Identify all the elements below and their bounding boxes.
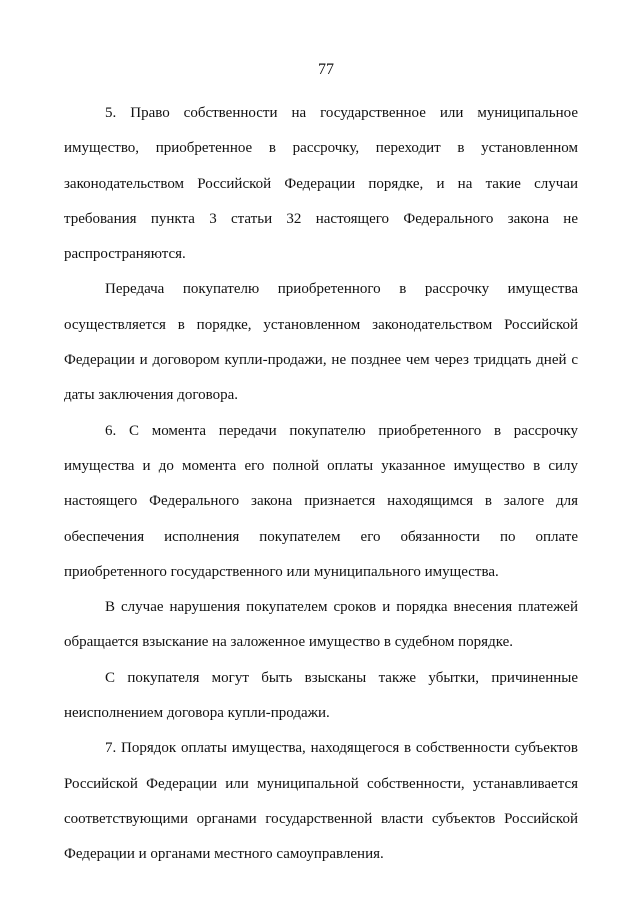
- paragraph-property-handover: Передача покупателю приобретенного в рассрочку имущества осуществляется в порядке, установленном законодательством Российской Федерации и договором купли-продажи, не позднее чем через тридцать дней с даты заключения договора.: [64, 281, 578, 404]
- paragraph-damages: С покупателя могут быть взысканы также убытки, причиненные неисполнением договора купли-продажи.: [64, 669, 578, 722]
- paragraph-5-ownership-transfer: 5. Право собственности на государственное или муниципальное имущество, приобретенное в рассрочку, переходит в установленном законодательством Российской Федерации порядке, и на такие случаи требования пункта 3 статьи 32 настоящего Федерального закона не распространяются.: [64, 105, 578, 263]
- document-body: [64, 96, 578, 873]
- paragraph-7-payment-procedure: 7. Порядок оплаты имущества, находящегося в собственности субъектов Российской Федерации или муниципальной собственности, устанавливается соответствующими органами государственной власти субъектов Российской Федерации и органами местного самоуправления.: [64, 740, 578, 863]
- paragraph-payment-violation: В случае нарушения покупателем сроков и порядка внесения платежей обращается взыскание на заложенное имущество в судебном порядке.: [64, 599, 578, 651]
- page-number: 77: [318, 61, 334, 78]
- paragraph-6-pledge: 6. С момента передачи покупателю приобретенного в рассрочку имущества и до момента его полной оплаты указанное имущество в силу настоящего Федерального закона признается находящимся в залоге для обеспечения исполнения покупателем его обязанности по оплате приобретенного государственного или муниципального имущества.: [64, 422, 578, 580]
